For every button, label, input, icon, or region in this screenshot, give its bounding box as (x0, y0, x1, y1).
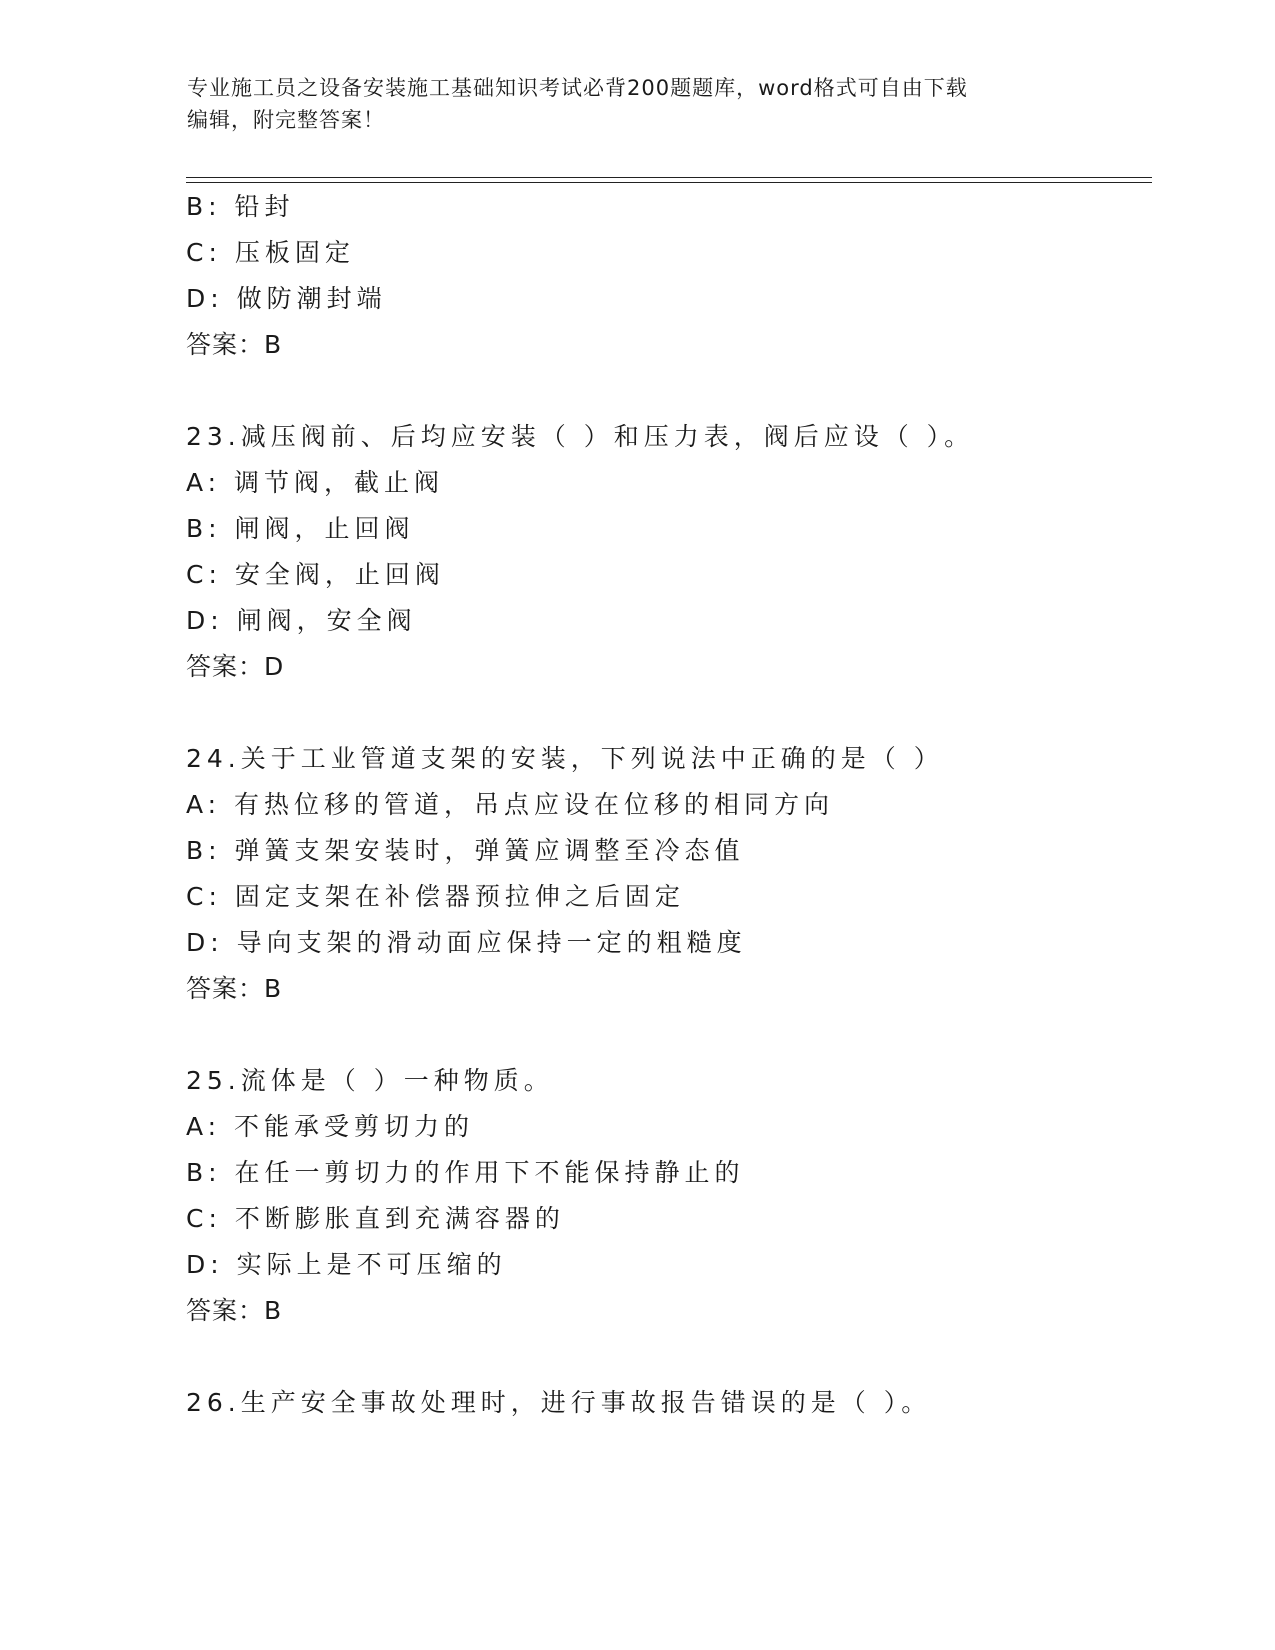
option-b: B: 铅封 (186, 192, 295, 221)
option-c: C: 安全阀，止回阀 (186, 560, 445, 589)
header-title-line2: 编辑，附完整答案！ (187, 108, 385, 132)
option-d: D: 闸阀，安全阀 (186, 606, 417, 635)
option-c: C: 压板固定 (186, 238, 355, 267)
option-b: B: 在任一剪切力的作用下不能保持静止的 (186, 1158, 745, 1187)
header-title-line1: 专业施工员之设备安装施工基础知识考试必背200题题库，word格式可自由下载 (187, 76, 968, 100)
question-23: 23.减压阀前、后均应安装（ ）和压力表，阀后应设（ ）。 (186, 422, 975, 451)
option-c: C: 固定支架在补偿器预拉伸之后固定 (186, 882, 685, 911)
answer: 答案：B (186, 1296, 283, 1325)
option-c: C: 不断膨胀直到充满容器的 (186, 1204, 565, 1233)
question-26: 26.生产安全事故处理时，进行事故报告错误的是（ ）。 (186, 1388, 932, 1417)
option-d: D: 实际上是不可压缩的 (186, 1250, 507, 1279)
header-divider-bottom (186, 182, 1152, 183)
option-d: D: 导向支架的滑动面应保持一定的粗糙度 (186, 928, 747, 957)
option-d: D: 做防潮封端 (186, 284, 387, 313)
answer: 答案：B (186, 330, 283, 359)
answer: 答案：D (186, 652, 285, 681)
answer: 答案：B (186, 974, 283, 1003)
question-25: 25.流体是（ ）一种物质。 (186, 1066, 554, 1095)
document-header (187, 72, 1087, 136)
header-divider-top (186, 177, 1152, 178)
option-b: B: 闸阀，止回阀 (186, 514, 415, 543)
option-b: B: 弹簧支架安装时，弹簧应调整至冷态值 (186, 836, 745, 865)
option-a: A: 不能承受剪切力的 (186, 1112, 475, 1141)
option-a: A: 有热位移的管道，吊点应设在位移的相同方向 (186, 790, 835, 819)
option-a: A: 调节阀，截止阀 (186, 468, 445, 497)
question-24: 24.关于工业管道支架的安装，下列说法中正确的是（ ） (186, 744, 944, 773)
